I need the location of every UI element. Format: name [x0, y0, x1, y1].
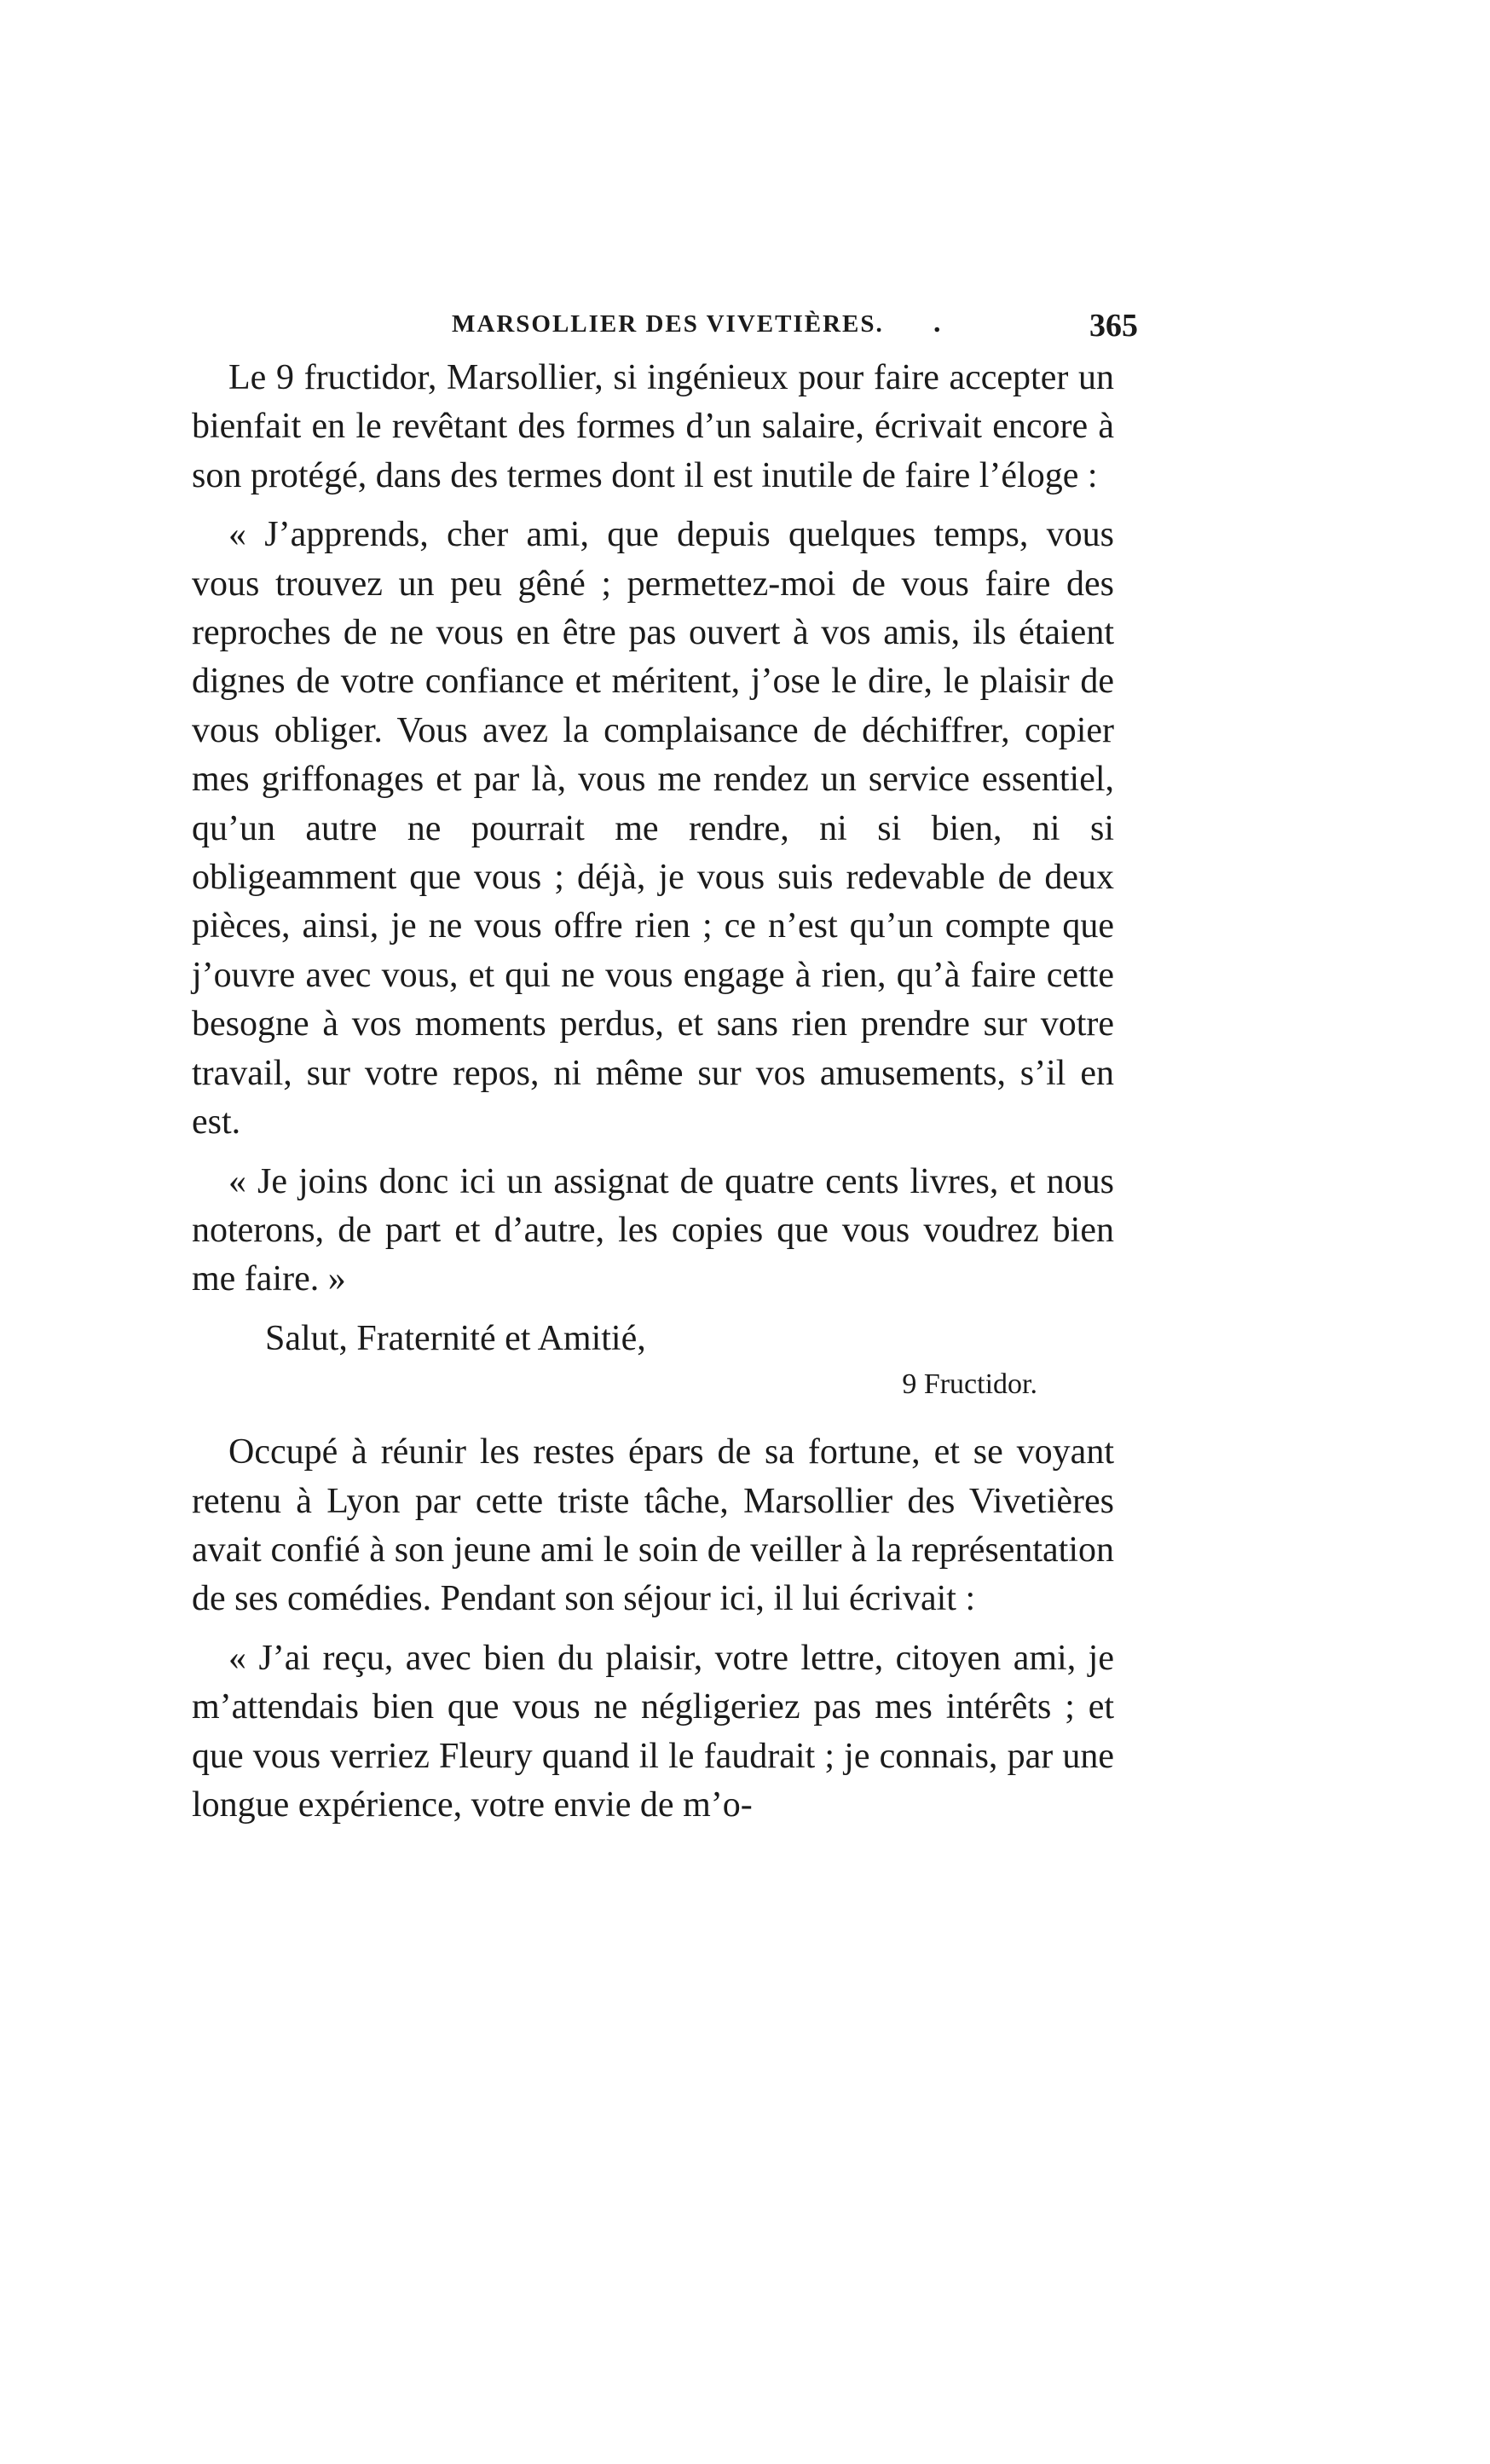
running-head [192, 307, 1138, 350]
paragraph-letter-2: « Je joins donc ici un assignat de quatre cents livres, et nous noterons, de part et d’autre, les copies que vous voudrez bien me faire. » [192, 1161, 1114, 1299]
main-text [192, 354, 1114, 1830]
page-number: 365 [1089, 308, 1138, 344]
section-gap [192, 1406, 1114, 1428]
paragraph-letter-1: « J’apprends, cher ami, que depuis quelques temps, vous vous trouvez un peu gêné ; permettez-moi de vous faire des reproches de ne vous en être pas ouvert à vos amis, ils étaient dignes de votre confiance et méritent, j’ose le dire, le plaisir de vous obliger. Vous avez la complaisance de déchiffrer, copier mes griffonages et par là, vous me rendez un service essentiel, qu’un autre ne pourrait me rendre, ni si bien, ni si obligeamment que vous ; déjà, je vous suis redevable de deux pièces, ainsi, je ne vous offre rien ; ce n’est qu’un compte que j’ouvre avec vous, et qui ne vous engage à rien, qu’à faire cette besogne à vos moments perdus, et sans rien prendre sur votre travail, sur votre repos, ni même sur vos amusements, s’il en est. [192, 515, 1114, 1142]
running-title: MARSOLLIER DES VIVETIÈRES. [452, 310, 884, 338]
running-head-separator: . [933, 307, 941, 338]
letter-salutation: Salut, Fraternité et Amitié, [265, 1318, 646, 1358]
paragraph-intro: Le 9 fructidor, Marsollier, si ingénieux pour faire accepter un bienfait en le revêtant des formes d’un salaire, écrivait encore à son protégé, dans des termes dont il est inutile de faire l’éloge : [192, 358, 1114, 495]
paragraph-narrative: Occupé à réunir les restes épars de sa fortune, et se voyant retenu à Lyon par cette triste tâche, Marsollier des Vivetières avait confié à son jeune ami le soin de veiller à la représentation de ses comédies. Pendant son séjour ici, il lui écrivait : [192, 1432, 1114, 1619]
letter-date: 9 Fructidor. [902, 1368, 1037, 1401]
paragraph-letter-3: « J’ai reçu, avec bien du plaisir, votre lettre, citoyen ami, je m’attendais bien que vous ne négligeriez pas mes intérêts ; et que vous verriez Fleury quand il le faudrait ; je connais, par une longue expérience, votre envie de m’o- [192, 1638, 1114, 1825]
